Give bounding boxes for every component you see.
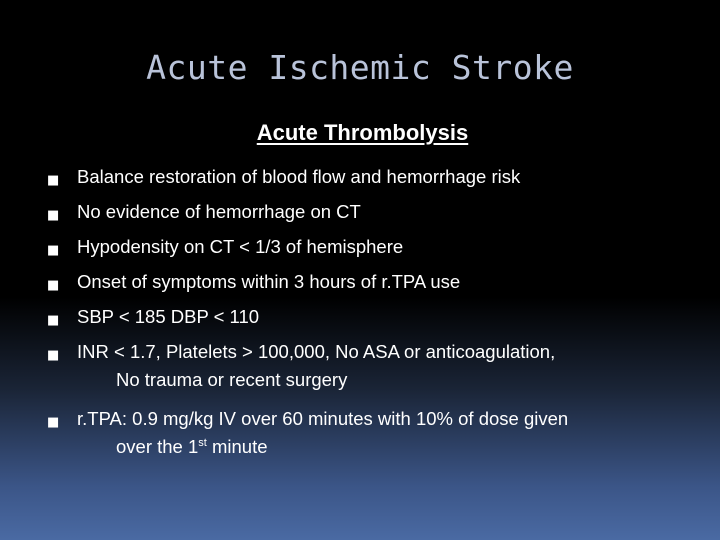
bullet-continuation	[77, 433, 707, 461]
slide-subtitle: Acute Thrombolysis	[256, 120, 469, 145]
list-item	[47, 404, 707, 461]
continuation-text-end: minute	[206, 436, 268, 457]
square-bullet-icon: ■	[47, 243, 60, 258]
list-item	[47, 267, 707, 296]
square-bullet-icon: ■	[47, 415, 60, 430]
bullet-list	[47, 162, 707, 467]
bullet-text: Hypodensity on CT < 1/3 of hemisphere	[77, 236, 404, 257]
square-bullet-icon: ■	[47, 173, 60, 188]
list-item	[47, 197, 707, 226]
square-bullet-icon: ■	[47, 348, 60, 363]
list-item	[47, 162, 707, 191]
list-item	[47, 337, 707, 394]
continuation-text: over the 1	[116, 436, 199, 457]
bullet-text: No evidence of hemorrhage on CT	[77, 201, 361, 222]
list-item	[47, 302, 707, 331]
list-item	[47, 232, 707, 261]
square-bullet-icon: ■	[47, 313, 60, 328]
square-bullet-icon: ■	[47, 278, 60, 293]
bullet-text: r.TPA: 0.9 mg/kg IV over 60 minutes with 10% of dose given	[77, 408, 569, 429]
square-bullet-icon: ■	[47, 208, 60, 223]
bullet-text: Onset of symptoms within 3 hours of r.TPA use	[77, 271, 461, 292]
bullet-text: Balance restoration of blood flow and hemorrhage risk	[77, 166, 521, 187]
bullet-text: INR < 1.7, Platelets > 100,000, No ASA or anticoagulation,	[77, 341, 556, 362]
slide-title: Acute Ischemic Stroke	[146, 48, 574, 87]
bullet-text: SBP < 185 DBP < 110	[77, 306, 260, 327]
bullet-continuation: No trauma or recent surgery	[116, 369, 348, 390]
ordinal-superscript: st	[198, 436, 207, 449]
